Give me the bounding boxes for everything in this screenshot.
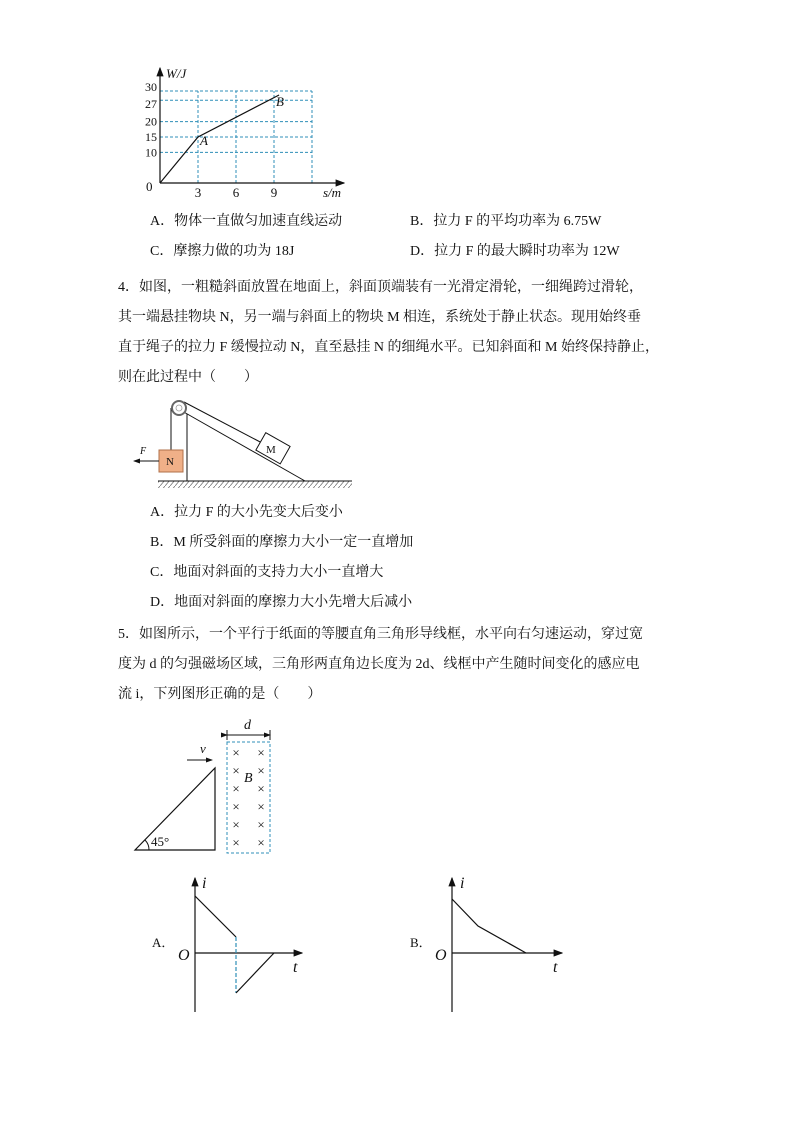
q5-stem-line: 度为 d 的匀强磁场区域，三角形两直角边长度为 2d、线框中产生随时间变化的感应电 xyxy=(118,657,640,672)
q3-option-b: B．拉力 F 的平均功率为 6.75W xyxy=(410,214,602,229)
q4-stem-line: 其一端悬挂物块 N，另一端与斜面上的物块 M 相连，系统处于静止状态。现用始终垂 xyxy=(118,310,642,325)
q4-option-d: D．地面对斜面的摩擦力大小先增大后减小 xyxy=(150,595,413,610)
field-cross-symbol: × xyxy=(232,817,240,832)
x-axis-label: s/m xyxy=(323,185,342,200)
q4-option-a: A．拉力 F 的大小先变大后变小 xyxy=(150,505,343,520)
q4-stem-line: 则在此过程中（ ） xyxy=(118,370,258,385)
force-f-label: F xyxy=(140,446,147,457)
graph-a-curve xyxy=(236,953,274,993)
graph-b-origin: O xyxy=(435,947,447,964)
width-d-label: d xyxy=(244,718,251,733)
y-tick-label: 15 xyxy=(145,130,157,144)
y-tick-label: 30 xyxy=(145,80,157,94)
field-cross-symbol: × xyxy=(232,745,240,760)
field-cross-symbol: × xyxy=(232,799,240,814)
x-tick-label: 6 xyxy=(232,185,240,200)
x-tick-label: 9 xyxy=(270,185,278,200)
q4-stem-line: 直于绳子的拉力 F 缓慢拉动 N，直至悬挂 N 的细绳水平。已知斜面和 M 始终保持静止， xyxy=(118,340,659,355)
graph-a-curve xyxy=(195,896,236,937)
graph-b-x-label: t xyxy=(553,959,558,976)
field-cross-symbol: × xyxy=(232,763,240,778)
velocity-label: v xyxy=(200,741,206,756)
field-cross-symbol: × xyxy=(232,835,240,850)
x-tick-label: 3 xyxy=(194,185,202,200)
field-cross-symbol: × xyxy=(257,799,265,814)
graph-b-curve xyxy=(452,899,526,953)
field-cross-symbol: × xyxy=(257,763,265,778)
field-cross-symbol: × xyxy=(257,817,265,832)
angle-label: 45° xyxy=(151,834,170,849)
point-label-B: B xyxy=(276,94,284,110)
q5-stem-line: 5．如图所示，一个平行于纸面的等腰直角三角形导线框，水平向右匀速运动，穿过宽 xyxy=(118,627,643,642)
origin-label: 0 xyxy=(146,179,153,194)
q4-option-b: B．M 所受斜面的摩擦力大小一定一直增加 xyxy=(150,535,414,550)
field-cross-symbol: × xyxy=(257,835,265,850)
triangle-frame xyxy=(135,768,215,850)
y-tick-label: 27 xyxy=(145,97,157,112)
q5-stem-line: 流 i，下列图形正确的是（ ） xyxy=(118,687,322,702)
field-cross-symbol: × xyxy=(257,781,265,796)
point-label-A: A xyxy=(200,133,208,148)
field-b-label: B xyxy=(244,771,253,786)
y-tick-label: 10 xyxy=(145,145,157,160)
block-m-label: M xyxy=(266,444,276,456)
q3-option-d: D．拉力 F 的最大瞬时功率为 12W xyxy=(410,244,620,259)
angle-arc xyxy=(145,840,149,850)
graph-a-origin: O xyxy=(178,947,190,964)
q3-option-a: A．物体一直做匀加速直线运动 xyxy=(150,214,343,229)
graph-a-y-label: i xyxy=(202,875,207,892)
y-axis-label: W/J xyxy=(166,66,187,81)
q4-option-c: C．地面对斜面的支持力大小一直增大 xyxy=(150,565,384,580)
graph-b-y-label: i xyxy=(460,875,465,892)
graph-a-x-label: t xyxy=(293,959,298,976)
y-tick-label: 20 xyxy=(145,114,157,129)
field-cross-symbol: × xyxy=(232,781,240,796)
graph-b-option: B． xyxy=(410,935,432,950)
block-n-label: N xyxy=(166,456,174,468)
field-cross-symbol: × xyxy=(257,745,265,760)
q4-stem-line: 4．如图，一粗糙斜面放置在地面上，斜面顶端装有一光滑定滑轮，一细绳跨过滑轮， xyxy=(118,280,643,295)
graph-a-option: A． xyxy=(152,935,175,950)
q3-option-c: C．摩擦力做的功为 18J xyxy=(150,244,295,259)
